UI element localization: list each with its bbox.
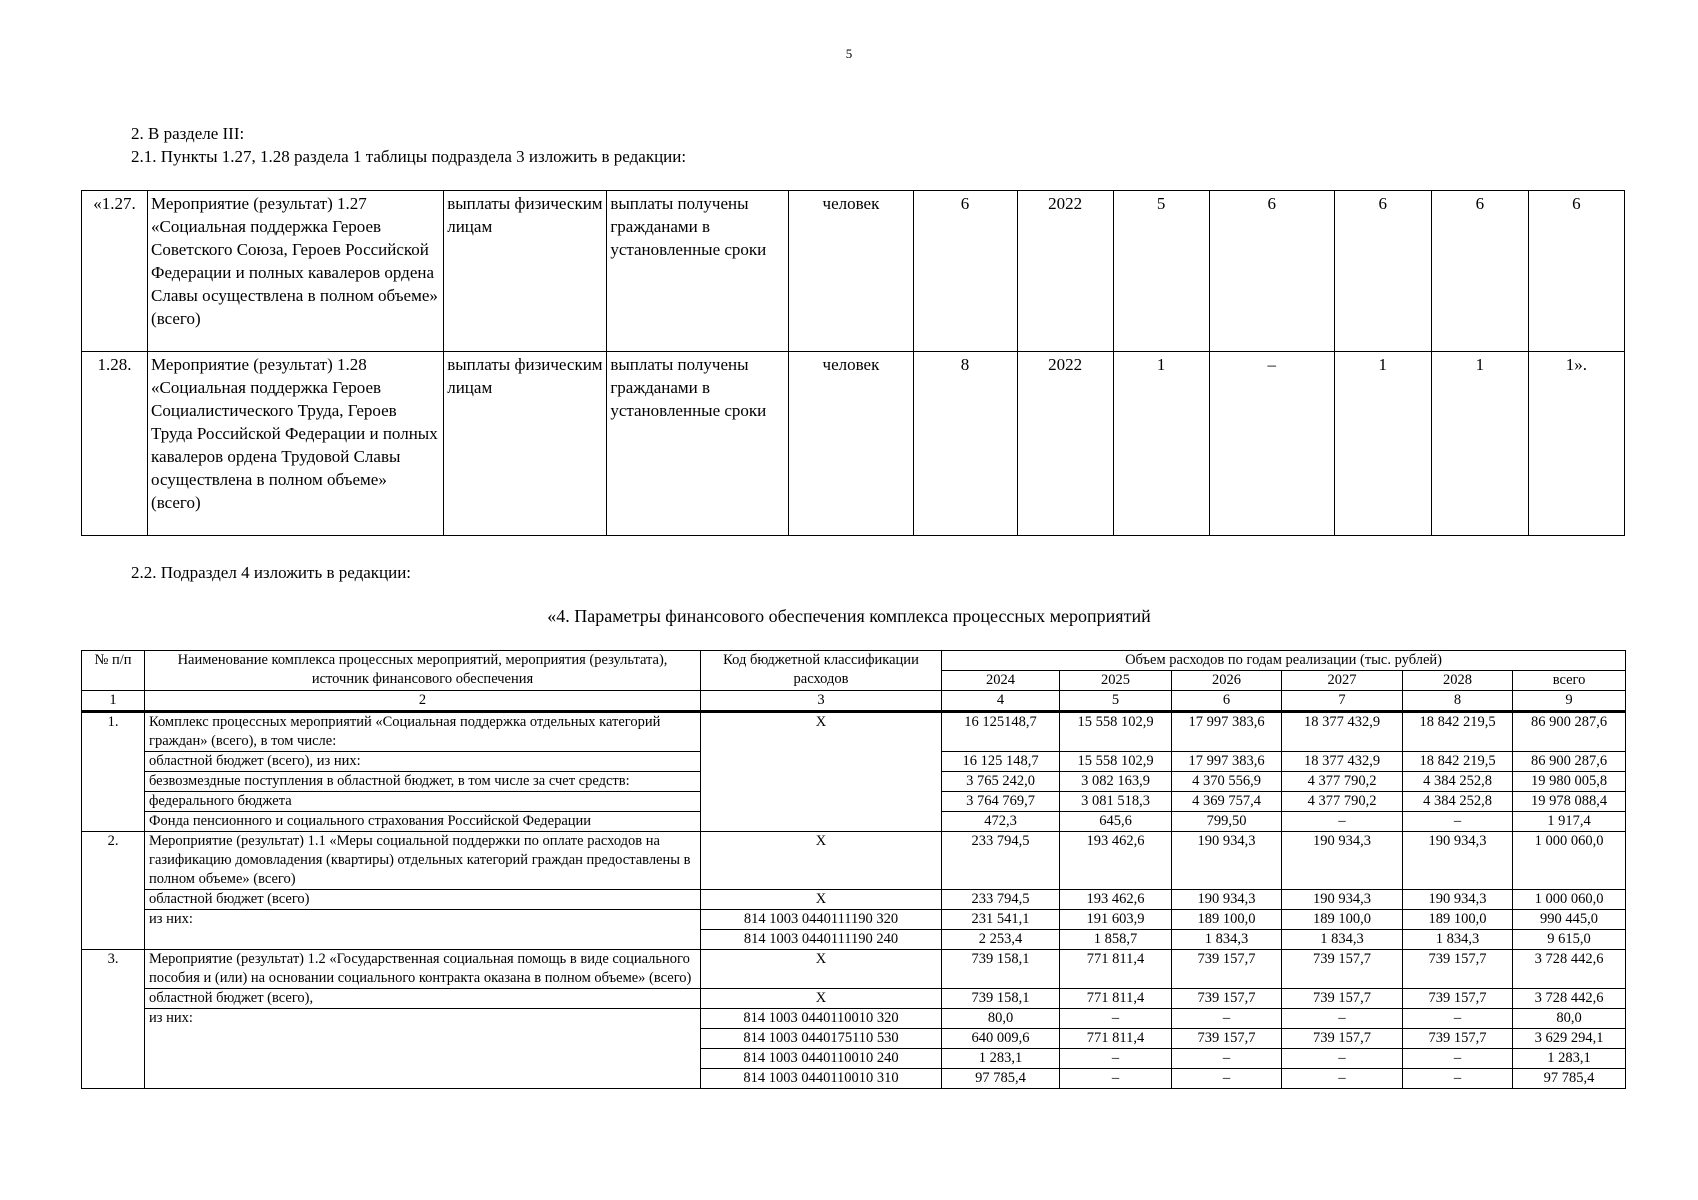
year-header: 2026 xyxy=(1172,671,1282,691)
budget-code: 814 1003 0440175110 530 xyxy=(701,1029,942,1049)
value-2024: 3 764 769,7 xyxy=(942,792,1060,812)
value-2026: 189 100,0 xyxy=(1172,910,1282,930)
value: 2022 xyxy=(1017,352,1113,536)
value-2028: 4 384 252,8 xyxy=(1403,772,1513,792)
value-2026: 1 834,3 xyxy=(1172,930,1282,950)
row-number: 3. xyxy=(82,950,145,1089)
financing-table xyxy=(81,650,1626,1089)
value-total: 1 000 060,0 xyxy=(1513,832,1626,890)
value-2027: 4 377 790,2 xyxy=(1282,792,1403,812)
row-number: 1. xyxy=(82,712,145,832)
value-2025: 191 603,9 xyxy=(1060,910,1172,930)
value-2024: 233 794,5 xyxy=(942,890,1060,910)
row-name: безвозмездные поступления в областной бюджет, в том числе за счет средств: xyxy=(145,772,701,792)
value-2024: 231 541,1 xyxy=(942,910,1060,930)
indicators-table xyxy=(81,190,1625,536)
value-2028: 1 834,3 xyxy=(1403,930,1513,950)
value-total: 80,0 xyxy=(1513,1009,1626,1029)
value-2024: 739 158,1 xyxy=(942,989,1060,1009)
value-2028: – xyxy=(1403,1009,1513,1029)
header-code: Код бюджетной классификации расходов xyxy=(701,651,942,691)
value-2028: – xyxy=(1403,1049,1513,1069)
value-2025: 193 462,6 xyxy=(1060,890,1172,910)
value-2025: 3 082 163,9 xyxy=(1060,772,1172,792)
intro-line-1: 2. В разделе III: xyxy=(131,124,245,143)
budget-code: Х xyxy=(701,950,942,989)
event-name: Мероприятие (результат) 1.27 «Социальная поддержка Героев Советского Союза, Героев Российской Федерации и полных кавалеров ордена Славы осуществлена в полном объеме» (всего) xyxy=(148,191,444,352)
value-2028: – xyxy=(1403,1069,1513,1089)
column-numbers-row xyxy=(82,691,1626,712)
row-number: 1.28. xyxy=(82,352,148,536)
value-2027: 739 157,7 xyxy=(1282,950,1403,989)
value-2026: 190 934,3 xyxy=(1172,890,1282,910)
value-2025: – xyxy=(1060,1009,1172,1029)
row-name: областной бюджет (всего), xyxy=(145,989,701,1009)
value-2025: 193 462,6 xyxy=(1060,832,1172,890)
value: 1». xyxy=(1528,352,1624,536)
year-header: 2024 xyxy=(942,671,1060,691)
value-2024: 640 009,6 xyxy=(942,1029,1060,1049)
table-row xyxy=(82,950,1626,989)
value-2025: 771 811,4 xyxy=(1060,950,1172,989)
value: 8 xyxy=(913,352,1017,536)
value-2027: 189 100,0 xyxy=(1282,910,1403,930)
value-2025: 771 811,4 xyxy=(1060,1029,1172,1049)
row-name: федерального бюджета xyxy=(145,792,701,812)
value-2026: 739 157,7 xyxy=(1172,950,1282,989)
value-2024: 3 765 242,0 xyxy=(942,772,1060,792)
table-row xyxy=(82,989,1626,1009)
value: 1 xyxy=(1113,352,1209,536)
value-2028: – xyxy=(1403,812,1513,832)
header-volume: Объем расходов по годам реализации (тыс. рублей) xyxy=(942,651,1626,671)
event-result: выплаты получены гражданами в установленные сроки xyxy=(607,191,789,352)
table-row xyxy=(82,191,1625,352)
value-2024: 16 125 148,7 xyxy=(942,752,1060,772)
value-total: 1 283,1 xyxy=(1513,1049,1626,1069)
column-number: 5 xyxy=(1060,691,1172,712)
value-2025: 3 081 518,3 xyxy=(1060,792,1172,812)
table-row xyxy=(82,832,1626,890)
value-2028: 190 934,3 xyxy=(1403,890,1513,910)
value-2025: – xyxy=(1060,1069,1172,1089)
value: 6 xyxy=(913,191,1017,352)
value-2027: 739 157,7 xyxy=(1282,989,1403,1009)
value-total: 9 615,0 xyxy=(1513,930,1626,950)
event-type: выплаты физическим лицам xyxy=(444,191,607,352)
value: 1 xyxy=(1334,352,1431,536)
value-2026: – xyxy=(1172,1049,1282,1069)
value-2028: 18 842 219,5 xyxy=(1403,712,1513,752)
value-2024: 2 253,4 xyxy=(942,930,1060,950)
value-2027: 18 377 432,9 xyxy=(1282,752,1403,772)
value-2028: 190 934,3 xyxy=(1403,832,1513,890)
value-2027: – xyxy=(1282,1009,1403,1029)
value-2028: 4 384 252,8 xyxy=(1403,792,1513,812)
value-2025: 645,6 xyxy=(1060,812,1172,832)
budget-code: Х xyxy=(701,989,942,1009)
value-2026: – xyxy=(1172,1009,1282,1029)
row-number: 2. xyxy=(82,832,145,950)
header-num: № п/п xyxy=(82,651,145,691)
event-result: выплаты получены гражданами в установленные сроки xyxy=(607,352,789,536)
value-total: 97 785,4 xyxy=(1513,1069,1626,1089)
column-number: 7 xyxy=(1282,691,1403,712)
budget-code: 814 1003 0440111190 320 xyxy=(701,910,942,930)
budget-code: 814 1003 0440110010 320 xyxy=(701,1009,942,1029)
value-2025: 771 811,4 xyxy=(1060,989,1172,1009)
table2-title: «4. Параметры финансового обеспечения комплекса процессных мероприятий xyxy=(547,606,1151,626)
value: 5 xyxy=(1113,191,1209,352)
value-2024: 739 158,1 xyxy=(942,950,1060,989)
row-name: Мероприятие (результат) 1.2 «Государственная социальная помощь в виде социального пособия и (или) на основании социального контракта оказана в полном объеме» (всего) xyxy=(145,950,701,989)
value-2027: 18 377 432,9 xyxy=(1282,712,1403,752)
row-name: областной бюджет (всего) xyxy=(145,890,701,910)
value-2027: 739 157,7 xyxy=(1282,1029,1403,1049)
value-2027: – xyxy=(1282,1069,1403,1089)
value-2024: 80,0 xyxy=(942,1009,1060,1029)
value-total: 1 000 060,0 xyxy=(1513,890,1626,910)
value-total: 1 917,4 xyxy=(1513,812,1626,832)
value-2024: 97 785,4 xyxy=(942,1069,1060,1089)
value-2027: – xyxy=(1282,1049,1403,1069)
row-name: Комплекс процессных мероприятий «Социальная поддержка отдельных категорий граждан» (всего), в том числе: xyxy=(145,712,701,752)
value-2027: 190 934,3 xyxy=(1282,890,1403,910)
value-2026: 799,50 xyxy=(1172,812,1282,832)
value-2028: 739 157,7 xyxy=(1403,1029,1513,1049)
row-name: Фонда пенсионного и социального страхования Российской Федерации xyxy=(145,812,701,832)
value-2027: 1 834,3 xyxy=(1282,930,1403,950)
budget-code: Х xyxy=(701,890,942,910)
column-number: 1 xyxy=(82,691,145,712)
budget-code: 814 1003 0440110010 310 xyxy=(701,1069,942,1089)
value-total: 3 728 442,6 xyxy=(1513,989,1626,1009)
value-2028: 739 157,7 xyxy=(1403,989,1513,1009)
table-row xyxy=(82,352,1625,536)
value-2025: 15 558 102,9 xyxy=(1060,712,1172,752)
intro-line-2: 2.1. Пункты 1.27, 1.28 раздела 1 таблицы подраздела 3 изложить в редакции: xyxy=(131,147,687,166)
unit: человек xyxy=(789,191,913,352)
value-2024: 16 125148,7 xyxy=(942,712,1060,752)
budget-code: 814 1003 0440110010 240 xyxy=(701,1049,942,1069)
table-row xyxy=(82,712,1626,752)
value: – xyxy=(1209,352,1334,536)
budget-code: 814 1003 0440111190 240 xyxy=(701,930,942,950)
value-total: 3 629 294,1 xyxy=(1513,1029,1626,1049)
value: 1 xyxy=(1431,352,1528,536)
value-2026: 17 997 383,6 xyxy=(1172,712,1282,752)
row-name: областной бюджет (всего), из них: xyxy=(145,752,701,772)
budget-code: Х xyxy=(701,712,942,832)
value-total: 19 980 005,8 xyxy=(1513,772,1626,792)
budget-code: Х xyxy=(701,832,942,890)
value-total: 990 445,0 xyxy=(1513,910,1626,930)
row-name: из них: xyxy=(145,1009,701,1089)
row-name: Мероприятие (результат) 1.1 «Меры социальной поддержки по оплате расходов на газификацию домовладения (квартиры) отдельных категорий граждан предоставлены в полном объеме» (всего) xyxy=(145,832,701,890)
value-2026: 4 369 757,4 xyxy=(1172,792,1282,812)
header-row xyxy=(82,651,1626,671)
column-number: 6 xyxy=(1172,691,1282,712)
table-row xyxy=(82,1009,1626,1029)
column-number: 9 xyxy=(1513,691,1626,712)
value-2026: 190 934,3 xyxy=(1172,832,1282,890)
value-2026: 4 370 556,9 xyxy=(1172,772,1282,792)
header-name: Наименование комплекса процессных мероприятий, мероприятия (результата), источник финансового обеспечения xyxy=(145,651,701,691)
year-header: 2028 xyxy=(1403,671,1513,691)
value-2027: – xyxy=(1282,812,1403,832)
value-2028: 189 100,0 xyxy=(1403,910,1513,930)
value-2024: 233 794,5 xyxy=(942,832,1060,890)
page-number: 5 xyxy=(845,46,853,61)
value-2025: 1 858,7 xyxy=(1060,930,1172,950)
value-2024: 472,3 xyxy=(942,812,1060,832)
column-number: 4 xyxy=(942,691,1060,712)
value: 6 xyxy=(1528,191,1624,352)
value-2028: 739 157,7 xyxy=(1403,950,1513,989)
value-2026: 739 157,7 xyxy=(1172,1029,1282,1049)
value-2024: 1 283,1 xyxy=(942,1049,1060,1069)
value: 6 xyxy=(1334,191,1431,352)
value: 2022 xyxy=(1017,191,1113,352)
value-total: 86 900 287,6 xyxy=(1513,712,1626,752)
section-2-2-text: 2.2. Подраздел 4 изложить в редакции: xyxy=(131,563,412,582)
row-number: «1.27. xyxy=(82,191,148,352)
table-row xyxy=(82,890,1626,910)
value-2026: – xyxy=(1172,1069,1282,1089)
value-total: 19 978 088,4 xyxy=(1513,792,1626,812)
value-2027: 190 934,3 xyxy=(1282,832,1403,890)
column-number: 8 xyxy=(1403,691,1513,712)
unit: человек xyxy=(789,352,913,536)
value-2025: – xyxy=(1060,1049,1172,1069)
row-name: из них: xyxy=(145,910,701,950)
column-number: 2 xyxy=(145,691,701,712)
value-total: 3 728 442,6 xyxy=(1513,950,1626,989)
value-2025: 15 558 102,9 xyxy=(1060,752,1172,772)
table-row xyxy=(82,910,1626,930)
value: 6 xyxy=(1209,191,1334,352)
column-number: 3 xyxy=(701,691,942,712)
value-2028: 18 842 219,5 xyxy=(1403,752,1513,772)
value-2026: 17 997 383,6 xyxy=(1172,752,1282,772)
event-type: выплаты физическим лицам xyxy=(444,352,607,536)
event-name: Мероприятие (результат) 1.28 «Социальная поддержка Героев Социалистического Труда, Героев Труда Российской Федерации и полных кавалеров ордена Трудовой Славы осуществлена в полном объеме» (всего) xyxy=(148,352,444,536)
value-2027: 4 377 790,2 xyxy=(1282,772,1403,792)
year-header: 2025 xyxy=(1060,671,1172,691)
total-header: всего xyxy=(1513,671,1626,691)
value-total: 86 900 287,6 xyxy=(1513,752,1626,772)
value-2026: 739 157,7 xyxy=(1172,989,1282,1009)
value: 6 xyxy=(1431,191,1528,352)
year-header: 2027 xyxy=(1282,671,1403,691)
